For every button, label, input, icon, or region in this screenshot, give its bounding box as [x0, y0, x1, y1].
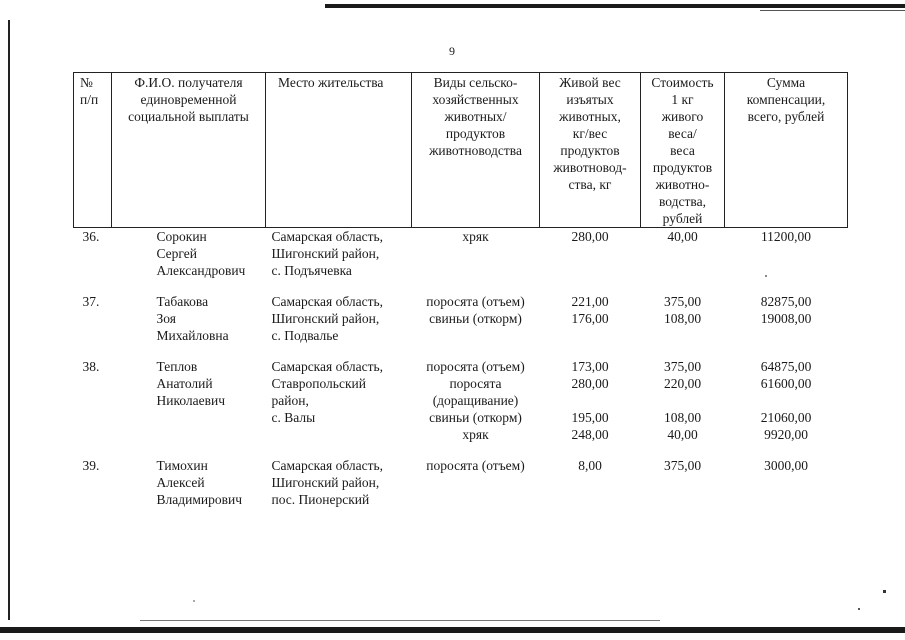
header-line: 1 кг: [671, 92, 694, 107]
sum-line: 21060,00: [760, 410, 812, 425]
header-line: веса: [670, 143, 695, 158]
weight-line: 195,00: [571, 410, 609, 425]
sum-line: 19008,00: [760, 311, 812, 326]
sum-line: [728, 392, 845, 409]
header-type: [412, 73, 540, 228]
table-header-row: [74, 73, 848, 228]
live-weight: [540, 293, 641, 344]
place-line: Самарская область,: [271, 294, 384, 309]
compensation-sum: [725, 358, 848, 443]
compensation-table: [73, 72, 848, 508]
recipient-name: [112, 293, 266, 344]
place-line: Самарская область,: [271, 229, 384, 244]
cost-per-kg: [641, 457, 725, 508]
animal-types: [412, 293, 540, 344]
header-sum: [725, 73, 848, 228]
name-line: Николаевич: [156, 393, 226, 408]
name-line: Сорокин: [156, 229, 207, 244]
name-line: Табакова: [156, 294, 209, 309]
live-weight: [540, 457, 641, 508]
scan-speck: [858, 608, 860, 610]
weight-line: 280,00: [571, 376, 609, 391]
header-name: [112, 73, 266, 228]
sum-line: 64875,00: [760, 359, 812, 374]
cost-line: 375,00: [663, 294, 702, 309]
header-line: единовременной: [140, 92, 237, 107]
compensation-sum: [725, 228, 848, 280]
row-number: 37.: [82, 294, 100, 309]
place-line: пос. Пионерский: [271, 492, 370, 507]
header-line: изъятых: [566, 92, 614, 107]
header-num: [74, 73, 112, 228]
cost-line: 375,00: [663, 359, 702, 374]
type-line: поросята: [449, 376, 502, 391]
weight-line: 280,00: [571, 229, 609, 244]
type-line: поросята (отъем): [426, 458, 525, 473]
cost-per-kg: [641, 228, 725, 280]
cost-line: 108,00: [663, 311, 702, 326]
header-line: п/п: [80, 92, 99, 107]
header-cost: [641, 73, 725, 228]
header-line: продуктов: [445, 126, 506, 141]
recipient-name: [112, 457, 266, 508]
place-line: Ставропольский: [271, 376, 366, 391]
header-line: Сумма: [766, 75, 806, 90]
row-number: 36.: [82, 229, 100, 244]
place-line: с. Подъячевка: [271, 263, 352, 278]
weight-line: 221,00: [571, 294, 609, 309]
header-line: компенсации,: [746, 92, 826, 107]
header-line: животноводства: [429, 143, 522, 158]
animal-types: [412, 457, 540, 508]
place-line: Шигонский район,: [271, 311, 380, 326]
row-spacer: [74, 279, 848, 293]
place-line: Самарская область,: [271, 458, 384, 473]
name-line: Владимирович: [156, 492, 242, 507]
scan-border-top: [325, 4, 905, 8]
header-line: водства,: [659, 194, 706, 209]
row-spacer: [74, 344, 848, 358]
weight-line: 176,00: [571, 311, 609, 326]
sum-line: 11200,00: [760, 229, 812, 244]
residence: [266, 358, 412, 443]
row-spacer: [74, 443, 848, 457]
compensation-sum: [725, 293, 848, 344]
sum-line: 9920,00: [764, 427, 808, 442]
cost-line: 108,00: [663, 410, 702, 425]
type-line: свиньи (откорм): [429, 410, 522, 425]
header-line: животновод-: [553, 160, 627, 175]
table-row: [74, 293, 848, 344]
recipient-name: [112, 358, 266, 443]
header-line: ства, кг: [568, 177, 612, 192]
type-line: хряк: [462, 229, 489, 244]
header-line: Место жительства: [278, 75, 384, 90]
page-number: 9: [449, 44, 455, 58]
header-line: животных/: [444, 109, 507, 124]
name-line: Михайловна: [156, 328, 229, 343]
table-row: [74, 358, 848, 443]
place-line: Шигонский район,: [271, 246, 380, 261]
place-line: с. Валы: [271, 410, 316, 425]
header-line: продуктов: [560, 143, 620, 158]
type-line: поросята (отъем): [426, 359, 525, 374]
residence: [266, 293, 412, 344]
live-weight: [540, 358, 641, 443]
name-line: Теплов: [156, 359, 198, 374]
recipient-name: [112, 228, 266, 280]
animal-types: [412, 228, 540, 280]
scan-border-left: [8, 20, 10, 620]
header-line: всего, рублей: [747, 109, 825, 124]
header-place: [266, 73, 412, 228]
type-line: хряк: [462, 427, 489, 442]
name-line: Зоя: [156, 311, 176, 326]
scan-border-bottom: [0, 627, 905, 633]
cost-line: [644, 392, 722, 409]
type-line: поросята (отъем): [426, 294, 525, 309]
scan-border-top-thin: [760, 10, 905, 11]
name-line: Сергей: [156, 246, 197, 261]
header-line: Виды сельско-: [433, 75, 518, 90]
header-line: хозяйственных: [432, 92, 519, 107]
weight-line: 8,00: [578, 458, 602, 473]
header-line: Живой вес: [559, 75, 621, 90]
sum-line: 82875,00: [760, 294, 812, 309]
weight-line: [543, 392, 638, 409]
row-number: 38.: [82, 359, 100, 374]
name-line: Александрович: [156, 263, 246, 278]
type-line: (доращивание): [432, 393, 519, 408]
place-line: район,: [271, 393, 309, 408]
header-line: №: [80, 75, 93, 90]
cost-line: 40,00: [667, 229, 698, 244]
sum-line: 61600,00: [760, 376, 812, 391]
header-line: кг/вес: [572, 126, 608, 141]
scan-speck: [193, 600, 195, 602]
cost-line: 375,00: [663, 458, 702, 473]
place-line: Шигонский район,: [271, 475, 380, 490]
scan-speck: [883, 590, 886, 593]
cost-per-kg: [641, 293, 725, 344]
header-line: рублей: [662, 211, 703, 226]
header-line: животных,: [559, 109, 621, 124]
header-line: веса/: [668, 126, 697, 141]
weight-line: 248,00: [571, 427, 609, 442]
weight-line: 173,00: [571, 359, 609, 374]
cost-line: 40,00: [667, 427, 698, 442]
header-line: живого: [661, 109, 704, 124]
live-weight: [540, 228, 641, 280]
compensation-sum: [725, 457, 848, 508]
place-line: с. Подвалье: [271, 328, 339, 343]
scan-border-bottom-thin: [140, 620, 660, 621]
cost-per-kg: [641, 358, 725, 443]
residence: [266, 457, 412, 508]
name-line: Алексей: [156, 475, 205, 490]
header-weight: [540, 73, 641, 228]
sum-line: 3000,00: [764, 458, 808, 473]
row-number: 39.: [82, 458, 100, 473]
header-line: животно-: [655, 177, 710, 192]
place-line: Самарская область,: [271, 359, 384, 374]
header-line: Стоимость: [651, 75, 714, 90]
header-line: Ф.И.О. получателя: [134, 75, 243, 90]
name-line: Анатолий: [156, 376, 213, 391]
residence: [266, 228, 412, 280]
animal-types: [412, 358, 540, 443]
table-row: [74, 457, 848, 508]
cost-line: 220,00: [663, 376, 702, 391]
name-line: Тимохин: [156, 458, 208, 473]
header-line: продуктов: [652, 160, 713, 175]
header-line: социальной выплаты: [128, 109, 249, 124]
type-line: свиньи (откорм): [429, 311, 522, 326]
table-row: [74, 228, 848, 280]
